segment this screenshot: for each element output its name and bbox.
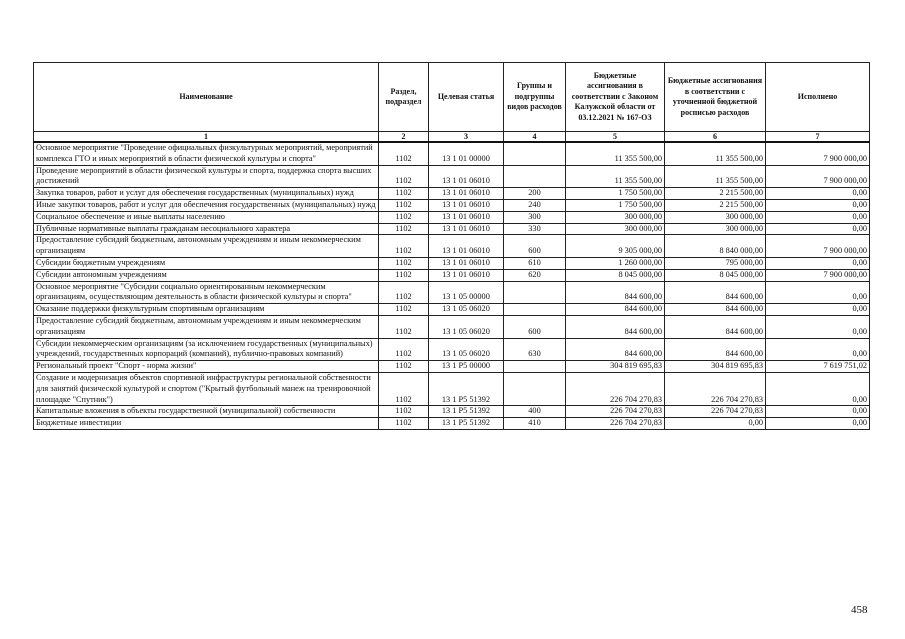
row-law-allocation: 8 045 000,00 (566, 269, 665, 281)
header-row (34, 63, 870, 132)
table-row (34, 142, 870, 165)
header-plan-allocation: Бюджетные ассигнования в соответствии с уточненной бюджетной росписью расходов (665, 63, 766, 132)
row-expense-group (504, 281, 566, 304)
row-expense-group (504, 165, 566, 188)
budget-table (33, 62, 870, 430)
row-name: Бюджетные инвестиции (34, 418, 379, 430)
row-plan-allocation: 2 215 500,00 (665, 199, 766, 211)
row-name: Предоставление субсидий бюджетным, автономным учреждениям и иным некоммерческим организациям (34, 315, 379, 338)
row-law-allocation: 11 355 500,00 (566, 165, 665, 188)
row-plan-allocation: 844 600,00 (665, 338, 766, 361)
table-row (34, 372, 870, 405)
row-target-article: 13 1 01 06010 (429, 235, 504, 258)
row-plan-allocation: 226 704 270,83 (665, 406, 766, 418)
row-plan-allocation: 300 000,00 (665, 211, 766, 223)
row-law-allocation: 300 000,00 (566, 211, 665, 223)
row-executed: 7 900 000,00 (766, 269, 870, 281)
table-row (34, 269, 870, 281)
row-section: 1102 (379, 223, 429, 235)
column-number: 6 (665, 132, 766, 143)
row-expense-group: 200 (504, 188, 566, 200)
row-expense-group (504, 304, 566, 316)
row-executed: 0,00 (766, 304, 870, 316)
row-name: Проведение мероприятий в области физической культуры и спорта, поддержка спорта высших достижений (34, 165, 379, 188)
row-plan-allocation: 844 600,00 (665, 315, 766, 338)
row-law-allocation: 226 704 270,83 (566, 372, 665, 405)
row-executed: 7 900 000,00 (766, 235, 870, 258)
row-name: Региональный проект "Спорт - норма жизни" (34, 361, 379, 373)
row-expense-group: 600 (504, 235, 566, 258)
column-number-row (34, 132, 870, 143)
header-executed: Исполнено (766, 63, 870, 132)
row-target-article: 13 1 05 00000 (429, 281, 504, 304)
row-section: 1102 (379, 406, 429, 418)
row-plan-allocation: 844 600,00 (665, 304, 766, 316)
row-section: 1102 (379, 269, 429, 281)
column-number: 4 (504, 132, 566, 143)
row-target-article: 13 1 01 06010 (429, 257, 504, 269)
row-plan-allocation: 795 000,00 (665, 257, 766, 269)
row-law-allocation: 1 260 000,00 (566, 257, 665, 269)
row-name: Субсидии бюджетным учреждениям (34, 257, 379, 269)
row-expense-group (504, 361, 566, 373)
row-target-article: 13 1 01 06010 (429, 223, 504, 235)
row-plan-allocation: 304 819 695,83 (665, 361, 766, 373)
row-target-article: 13 1 P5 51392 (429, 406, 504, 418)
row-executed: 0,00 (766, 315, 870, 338)
row-executed: 0,00 (766, 281, 870, 304)
row-plan-allocation: 844 600,00 (665, 281, 766, 304)
table-row (34, 406, 870, 418)
row-name: Капитальные вложения в объекты государственной (муниципальной) собственности (34, 406, 379, 418)
column-number: 5 (566, 132, 665, 143)
row-target-article: 13 1 01 06010 (429, 165, 504, 188)
row-expense-group: 610 (504, 257, 566, 269)
row-law-allocation: 844 600,00 (566, 315, 665, 338)
page-number: 458 (851, 604, 868, 616)
row-plan-allocation: 226 704 270,83 (665, 372, 766, 405)
row-section: 1102 (379, 418, 429, 430)
row-name: Основное мероприятие "Проведение официальных физкультурных мероприятий, мероприятий комплекса ГТО и иных мероприятий в области физической культуры и спорта" (34, 142, 379, 165)
table-row (34, 281, 870, 304)
row-name: Предоставление субсидий бюджетным, автономным учреждениям и иным некоммерческим организациям (34, 235, 379, 258)
row-section: 1102 (379, 165, 429, 188)
row-name: Основное мероприятие "Субсидии социально ориентированным некоммерческим организациям, осуществляющим деятельность в области физической культуры и спорта" (34, 281, 379, 304)
row-expense-group: 330 (504, 223, 566, 235)
row-law-allocation: 844 600,00 (566, 281, 665, 304)
row-expense-group (504, 372, 566, 405)
row-target-article: 13 1 01 06010 (429, 269, 504, 281)
row-plan-allocation: 8 045 000,00 (665, 269, 766, 281)
row-executed: 0,00 (766, 188, 870, 200)
row-executed: 0,00 (766, 257, 870, 269)
row-executed: 0,00 (766, 372, 870, 405)
row-target-article: 13 1 01 00000 (429, 142, 504, 165)
row-executed: 0,00 (766, 406, 870, 418)
row-executed: 7 900 000,00 (766, 165, 870, 188)
row-law-allocation: 1 750 500,00 (566, 199, 665, 211)
row-target-article: 13 1 05 06020 (429, 304, 504, 316)
row-plan-allocation: 11 355 500,00 (665, 165, 766, 188)
row-expense-group: 240 (504, 199, 566, 211)
column-number: 7 (766, 132, 870, 143)
table-row (34, 361, 870, 373)
row-executed: 0,00 (766, 338, 870, 361)
column-number: 2 (379, 132, 429, 143)
row-executed: 0,00 (766, 211, 870, 223)
row-section: 1102 (379, 281, 429, 304)
row-expense-group: 400 (504, 406, 566, 418)
row-name: Публичные нормативные выплаты гражданам несоциального характера (34, 223, 379, 235)
row-law-allocation: 844 600,00 (566, 304, 665, 316)
row-target-article: 13 1 P5 00000 (429, 361, 504, 373)
table-row (34, 338, 870, 361)
row-target-article: 13 1 01 06010 (429, 188, 504, 200)
row-target-article: 13 1 05 06020 (429, 338, 504, 361)
row-section: 1102 (379, 199, 429, 211)
row-expense-group: 300 (504, 211, 566, 223)
row-target-article: 13 1 P5 51392 (429, 372, 504, 405)
row-law-allocation: 1 750 500,00 (566, 188, 665, 200)
row-target-article: 13 1 05 06020 (429, 315, 504, 338)
table-row (34, 223, 870, 235)
row-expense-group: 620 (504, 269, 566, 281)
row-target-article: 13 1 01 06010 (429, 211, 504, 223)
row-law-allocation: 9 305 000,00 (566, 235, 665, 258)
table-body (34, 142, 870, 429)
row-name: Закупка товаров, работ и услуг для обеспечения государственных (муниципальных) нужд (34, 188, 379, 200)
row-section: 1102 (379, 338, 429, 361)
row-plan-allocation: 8 840 000,00 (665, 235, 766, 258)
header-law-allocation: Бюджетные ассигнования в соответствии с Законом Калужской области от 03.12.2021 № 167-ОЗ (566, 63, 665, 132)
row-section: 1102 (379, 304, 429, 316)
row-executed: 7 619 751,02 (766, 361, 870, 373)
row-plan-allocation: 11 355 500,00 (665, 142, 766, 165)
row-section: 1102 (379, 235, 429, 258)
row-section: 1102 (379, 315, 429, 338)
row-section: 1102 (379, 372, 429, 405)
header-target: Целевая статья (429, 63, 504, 132)
row-name: Субсидии некоммерческим организациям (за исключением государственных (муниципальных) учреждений, государственных корпораций (компаний), публично-правовых компаний) (34, 338, 379, 361)
table-row (34, 418, 870, 430)
column-number: 1 (34, 132, 379, 143)
row-plan-allocation: 0,00 (665, 418, 766, 430)
table-row (34, 165, 870, 188)
row-law-allocation: 844 600,00 (566, 338, 665, 361)
row-name: Создание и модернизация объектов спортивной инфраструктуры региональной собственности для занятий физической культурой и спортом ("Крытый футбольный манеж на тренировочной площадке "Спутник") (34, 372, 379, 405)
column-number: 3 (429, 132, 504, 143)
row-target-article: 13 1 01 06010 (429, 199, 504, 211)
row-section: 1102 (379, 257, 429, 269)
row-target-article: 13 1 P5 51392 (429, 418, 504, 430)
table-row (34, 257, 870, 269)
header-name: Наименование (34, 63, 379, 132)
table-row (34, 304, 870, 316)
row-name: Иные закупки товаров, работ и услуг для обеспечения государственных (муниципальных) нужд (34, 199, 379, 211)
row-section: 1102 (379, 188, 429, 200)
table-row (34, 235, 870, 258)
header-section: Раздел, подраздел (379, 63, 429, 132)
row-section: 1102 (379, 361, 429, 373)
row-expense-group: 600 (504, 315, 566, 338)
row-section: 1102 (379, 142, 429, 165)
header-group: Группы и подгруппы видов расходов (504, 63, 566, 132)
row-law-allocation: 11 355 500,00 (566, 142, 665, 165)
table-row (34, 188, 870, 200)
row-expense-group: 410 (504, 418, 566, 430)
row-law-allocation: 226 704 270,83 (566, 418, 665, 430)
row-law-allocation: 226 704 270,83 (566, 406, 665, 418)
table-row (34, 199, 870, 211)
row-plan-allocation: 300 000,00 (665, 223, 766, 235)
row-executed: 7 900 000,00 (766, 142, 870, 165)
row-plan-allocation: 2 215 500,00 (665, 188, 766, 200)
table-row (34, 211, 870, 223)
row-law-allocation: 304 819 695,83 (566, 361, 665, 373)
row-expense-group: 630 (504, 338, 566, 361)
table-row (34, 315, 870, 338)
row-executed: 0,00 (766, 223, 870, 235)
row-expense-group (504, 142, 566, 165)
row-law-allocation: 300 000,00 (566, 223, 665, 235)
row-executed: 0,00 (766, 199, 870, 211)
row-name: Оказание поддержки физкультурным спортивным организациям (34, 304, 379, 316)
row-executed: 0,00 (766, 418, 870, 430)
row-name: Социальное обеспечение и иные выплаты населению (34, 211, 379, 223)
row-section: 1102 (379, 211, 429, 223)
row-name: Субсидии автономным учреждениям (34, 269, 379, 281)
